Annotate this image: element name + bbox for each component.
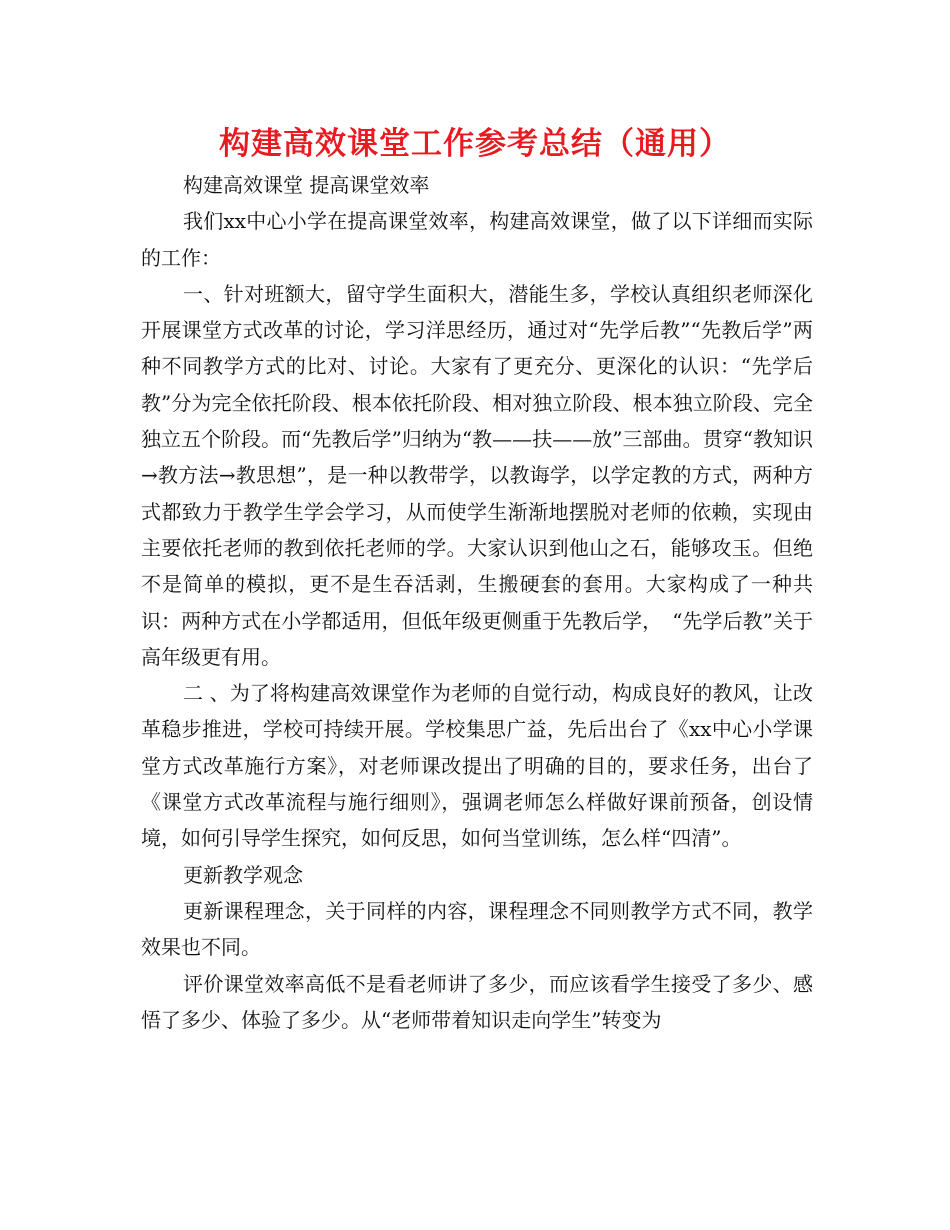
- section-two-paragraph: 二 、为了将构建高效课堂作为老师的自觉行动，构成良好的教风，让改革稳步推进，学校可持续开展。学校集思广益，先后出台了《xx中心小学课堂方式改革施行方案》，对老师课改提出了明确的目的，要求任务，出台了《课堂方式改革流程与施行细则》，强调老师怎么样做好课前预备，创设情境，如何引导学生探究，如何反思，如何当堂训练，怎么样“四清”。: [141, 681, 813, 851]
- subtitle-paragraph: 构建高效课堂 提高课堂效率: [183, 173, 430, 197]
- curriculum-paragraph: 更新课程理念，关于同样的内容，课程理念不同则教学方式不同，教学效果也不同。: [141, 898, 813, 960]
- section-one-paragraph: 一、针对班额大，留守学生面积大，潜能生多，学校认真组织老师深化开展课堂方式改革的讨论，学习洋思经历，通过对“先学后教”“先教后学”两种不同教学方式的比对、讨论。大家有了更充分、更深化的认识：“先学后教”分为完全依托阶段、根本依托阶段、相对独立阶段、根本独立阶段、完全独立五个阶段。而“先教后学”归纳为“教——扶——放”三部曲。贯穿“教知识→教方法→教思想”，是一种以教带学，以教诲学，以学定教的方式，两种方式都致力于教学生学会学习，从而使学生渐渐地摆脱对老师的依赖，实现由主要依托老师的教到依托老师的学。大家认识到他山之石，能够攻玉。但绝不是简单的模拟，更不是生吞活剥，生搬硬套的套用。大家构成了一种共识：两种方式在小学都适用，但低年级更侧重于先教后学， “先学后教”关于高年级更有用。: [141, 281, 813, 669]
- document-title: 构建高效课堂工作参考总结（通用）: [219, 126, 731, 162]
- document-body: [141, 167, 813, 1038]
- section-heading: 更新教学观念: [183, 862, 303, 887]
- intro-paragraph: 我们xx中心小学在提高课堂效率，构建高效课堂，做了以下详细而实际的工作：: [141, 209, 813, 270]
- evaluation-paragraph: 评价课堂效率高低不是看老师讲了多少，而应该看学生接受了多少、感悟了多少、体验了多少。从“老师带着知识走向学生”转变为: [141, 971, 813, 1032]
